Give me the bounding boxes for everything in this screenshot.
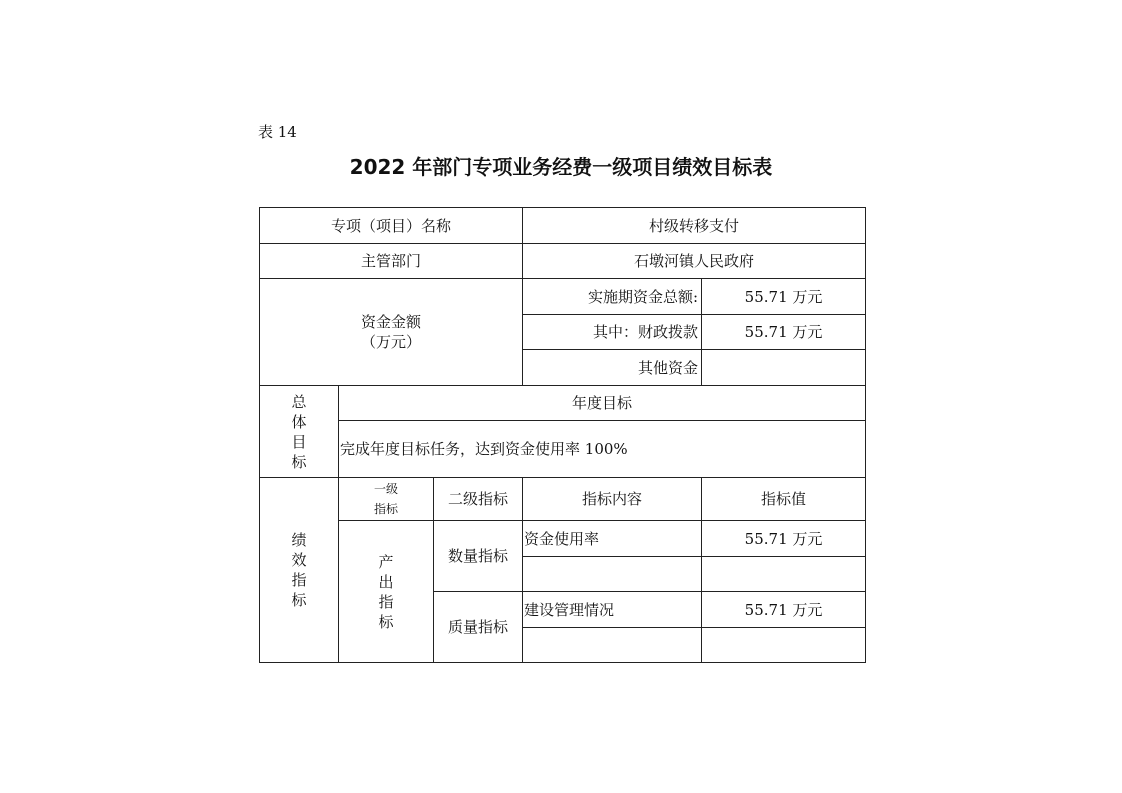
indicator-value: 55.71 万元 (702, 592, 866, 628)
page-title: 2022 年部门专项业务经费一级项目绩效目标表 (349, 155, 773, 179)
funds-label-cell (260, 279, 523, 386)
quantity-indicator-label: 数量指标 (434, 521, 523, 592)
funds-row (260, 279, 866, 315)
overall-goal-row (260, 386, 866, 421)
department-label: 主管部门 (260, 244, 523, 279)
level2-header: 二级指标 (434, 478, 523, 521)
indicator-value (702, 557, 866, 592)
funds-other-value (702, 350, 866, 386)
indicator-content (523, 628, 702, 663)
table-number-label: 表 14 (258, 123, 297, 141)
quality-indicator-label: 质量指标 (434, 592, 523, 663)
indicator-content (523, 557, 702, 592)
department-row (260, 244, 866, 279)
project-name-value: 村级转移支付 (523, 208, 866, 244)
overall-goal-row (260, 421, 866, 478)
project-name-row (260, 208, 866, 244)
indicator-value: 55.71 万元 (702, 521, 866, 557)
level1-header: 一级 指标 (339, 478, 434, 521)
content-header: 指标内容 (523, 478, 702, 521)
overall-goal-label: 总 体 目 标 (260, 386, 339, 478)
performance-indicator-label: 绩 效 指 标 (260, 478, 339, 663)
funds-fiscal-label: 其中：财政拨款 (523, 315, 702, 350)
funds-total-label: 实施期资金总额: (523, 279, 702, 315)
value-header: 指标值 (702, 478, 866, 521)
indicator-content: 资金使用率 (523, 521, 702, 557)
table-row (260, 521, 866, 557)
annual-goal-text: 完成年度目标任务，达到资金使用率 100% (339, 421, 866, 478)
funds-label: 资金金额 (361, 313, 422, 331)
project-name-label: 专项（项目）名称 (260, 208, 523, 244)
department-value: 石墩河镇人民政府 (523, 244, 866, 279)
annual-goal-header: 年度目标 (339, 386, 866, 421)
funds-total-value: 55.71 万元 (702, 279, 866, 315)
funds-unit-label: （万元） (361, 333, 422, 351)
performance-target-table (259, 207, 866, 663)
indicator-value (702, 628, 866, 663)
indicator-header-row (260, 478, 866, 521)
indicator-content: 建设管理情况 (523, 592, 702, 628)
output-indicator-label: 产 出 指 标 (339, 521, 434, 663)
funds-other-label: 其他资金 (523, 350, 702, 386)
funds-fiscal-value: 55.71 万元 (702, 315, 866, 350)
